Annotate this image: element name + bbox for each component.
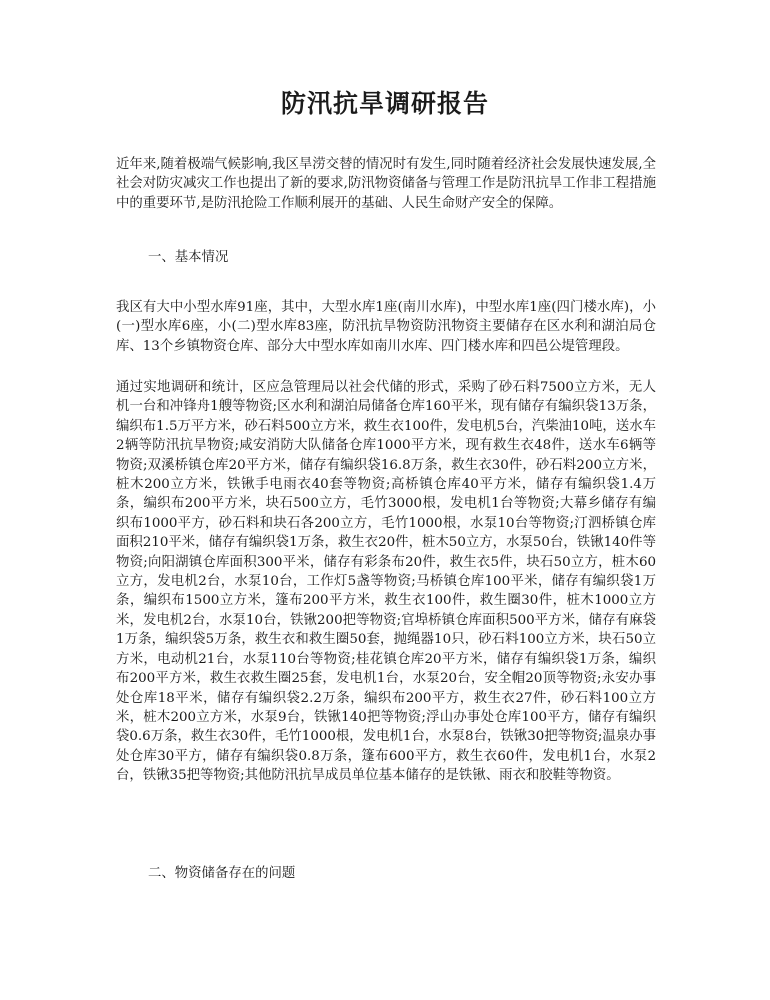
section-heading-basic-situation: 一、基本情况 [148, 250, 229, 265]
reservoir-paragraph: 我区有大中小型水库91座，其中，大型水库1座(南川水库)，中型水库1座(四门楼水库)，小(一)型水库6座，小(二)型水库83座，防汛抗旱物资防汛物资主要储存在区水利和湖泊局仓库、13个乡镇物资仓库、部分大中型水库如南川水库、四门楼水库和四邑公堤管理段。 [116, 300, 656, 354]
materials-inventory-paragraph: 通过实地调研和统计，区应急管理局以社会代储的形式，采购了砂石料7500立方米，无人机一台和冲锋舟1艘等物资;区水利和湖泊局储备仓库160平米，现有储存有编织袋13万条，编织布1.5万平方米，砂石料500立方米，救生衣100件，发电机5台，汽柴油10吨，送水车2辆等防汛抗旱物资;咸安消防大队储备仓库1000平方米，现有救生衣48件，送水车6辆等物资;双溪桥镇仓库20平方米，储存有编织袋16.8万条，救生衣30件，砂石料200立方米，桩木200立方米，铁锹手电雨衣40套等物资;高桥镇仓库40平方米，储存有编织袋1.4万条，编织布200平方米，块石500立方，毛竹3000根，发电机1台等物资;大幕乡储存有编织布1000平方，砂石料和块石各200立方，毛竹1000根，水泵10台等物资;汀泗桥镇仓库面积210平米，储存有编织袋1万条，救生衣20件，桩木50立方，水泵50台，铁锹140件等物资;向阳湖镇仓库面积300平米，储存有彩条布20件，救生衣5件，块石50立方，桩木60立方，发电机2台，水泵10台，工作灯5盏等物资;马桥镇仓库100平米，储存有编织袋1万条，编织布1500立方米，篷布200平方米，救生衣100件，救生圈30件，桩木1000立方米，发电机2台，水泵10台，铁锹200把等物资;官埠桥镇仓库面积500平方米，储存有麻袋1万条，编织袋5万条，救生衣和救生圈50套，抛绳器10只，砂石料100立方米，块石50立方米，电动机21台，水泵110台等物资;桂花镇仓库20平方米，储存有编织袋1万条，编织布200平方米，救生衣救生圈25套，发电机1台，水泵20台，安全帽20顶等物资;永安办事处仓库18平米，储存有编织袋2.2万条，编织布200平方，救生衣27件，砂石料100立方米，桩木200立方米，水泵9台，铁锹140把等物资;浮山办事处仓库100平方，储存有编织袋0.6万条，救生衣30件，毛竹1000根，发电机1台，水泵8台，铁锹30把等物资;温泉办事处仓库30平方，储存有编织袋0.8万条，篷布600平方，救生衣60件，发电机1台，水泵2台，铁锹35把等物资;其他防汛抗旱成员单位基本储存的是铁锹、雨衣和胶鞋等物资。 [116, 380, 656, 784]
intro-paragraph: 近年来,随着极端气候影响,我区旱涝交替的情况时有发生,同时随着经济社会发展快速发展,全社会对防灾减灾工作也提出了新的要求,防汛物资储备与管理工作是防汛抗旱工作非工程措施中的重要环节,是防汛抢险工作顺利展开的基础、人民生命财产安全的保障。 [116, 157, 656, 211]
section-heading-problems: 二、物资储备存在的问题 [148, 866, 296, 881]
document-title: 防汛抗旱调研报告 [280, 89, 489, 118]
